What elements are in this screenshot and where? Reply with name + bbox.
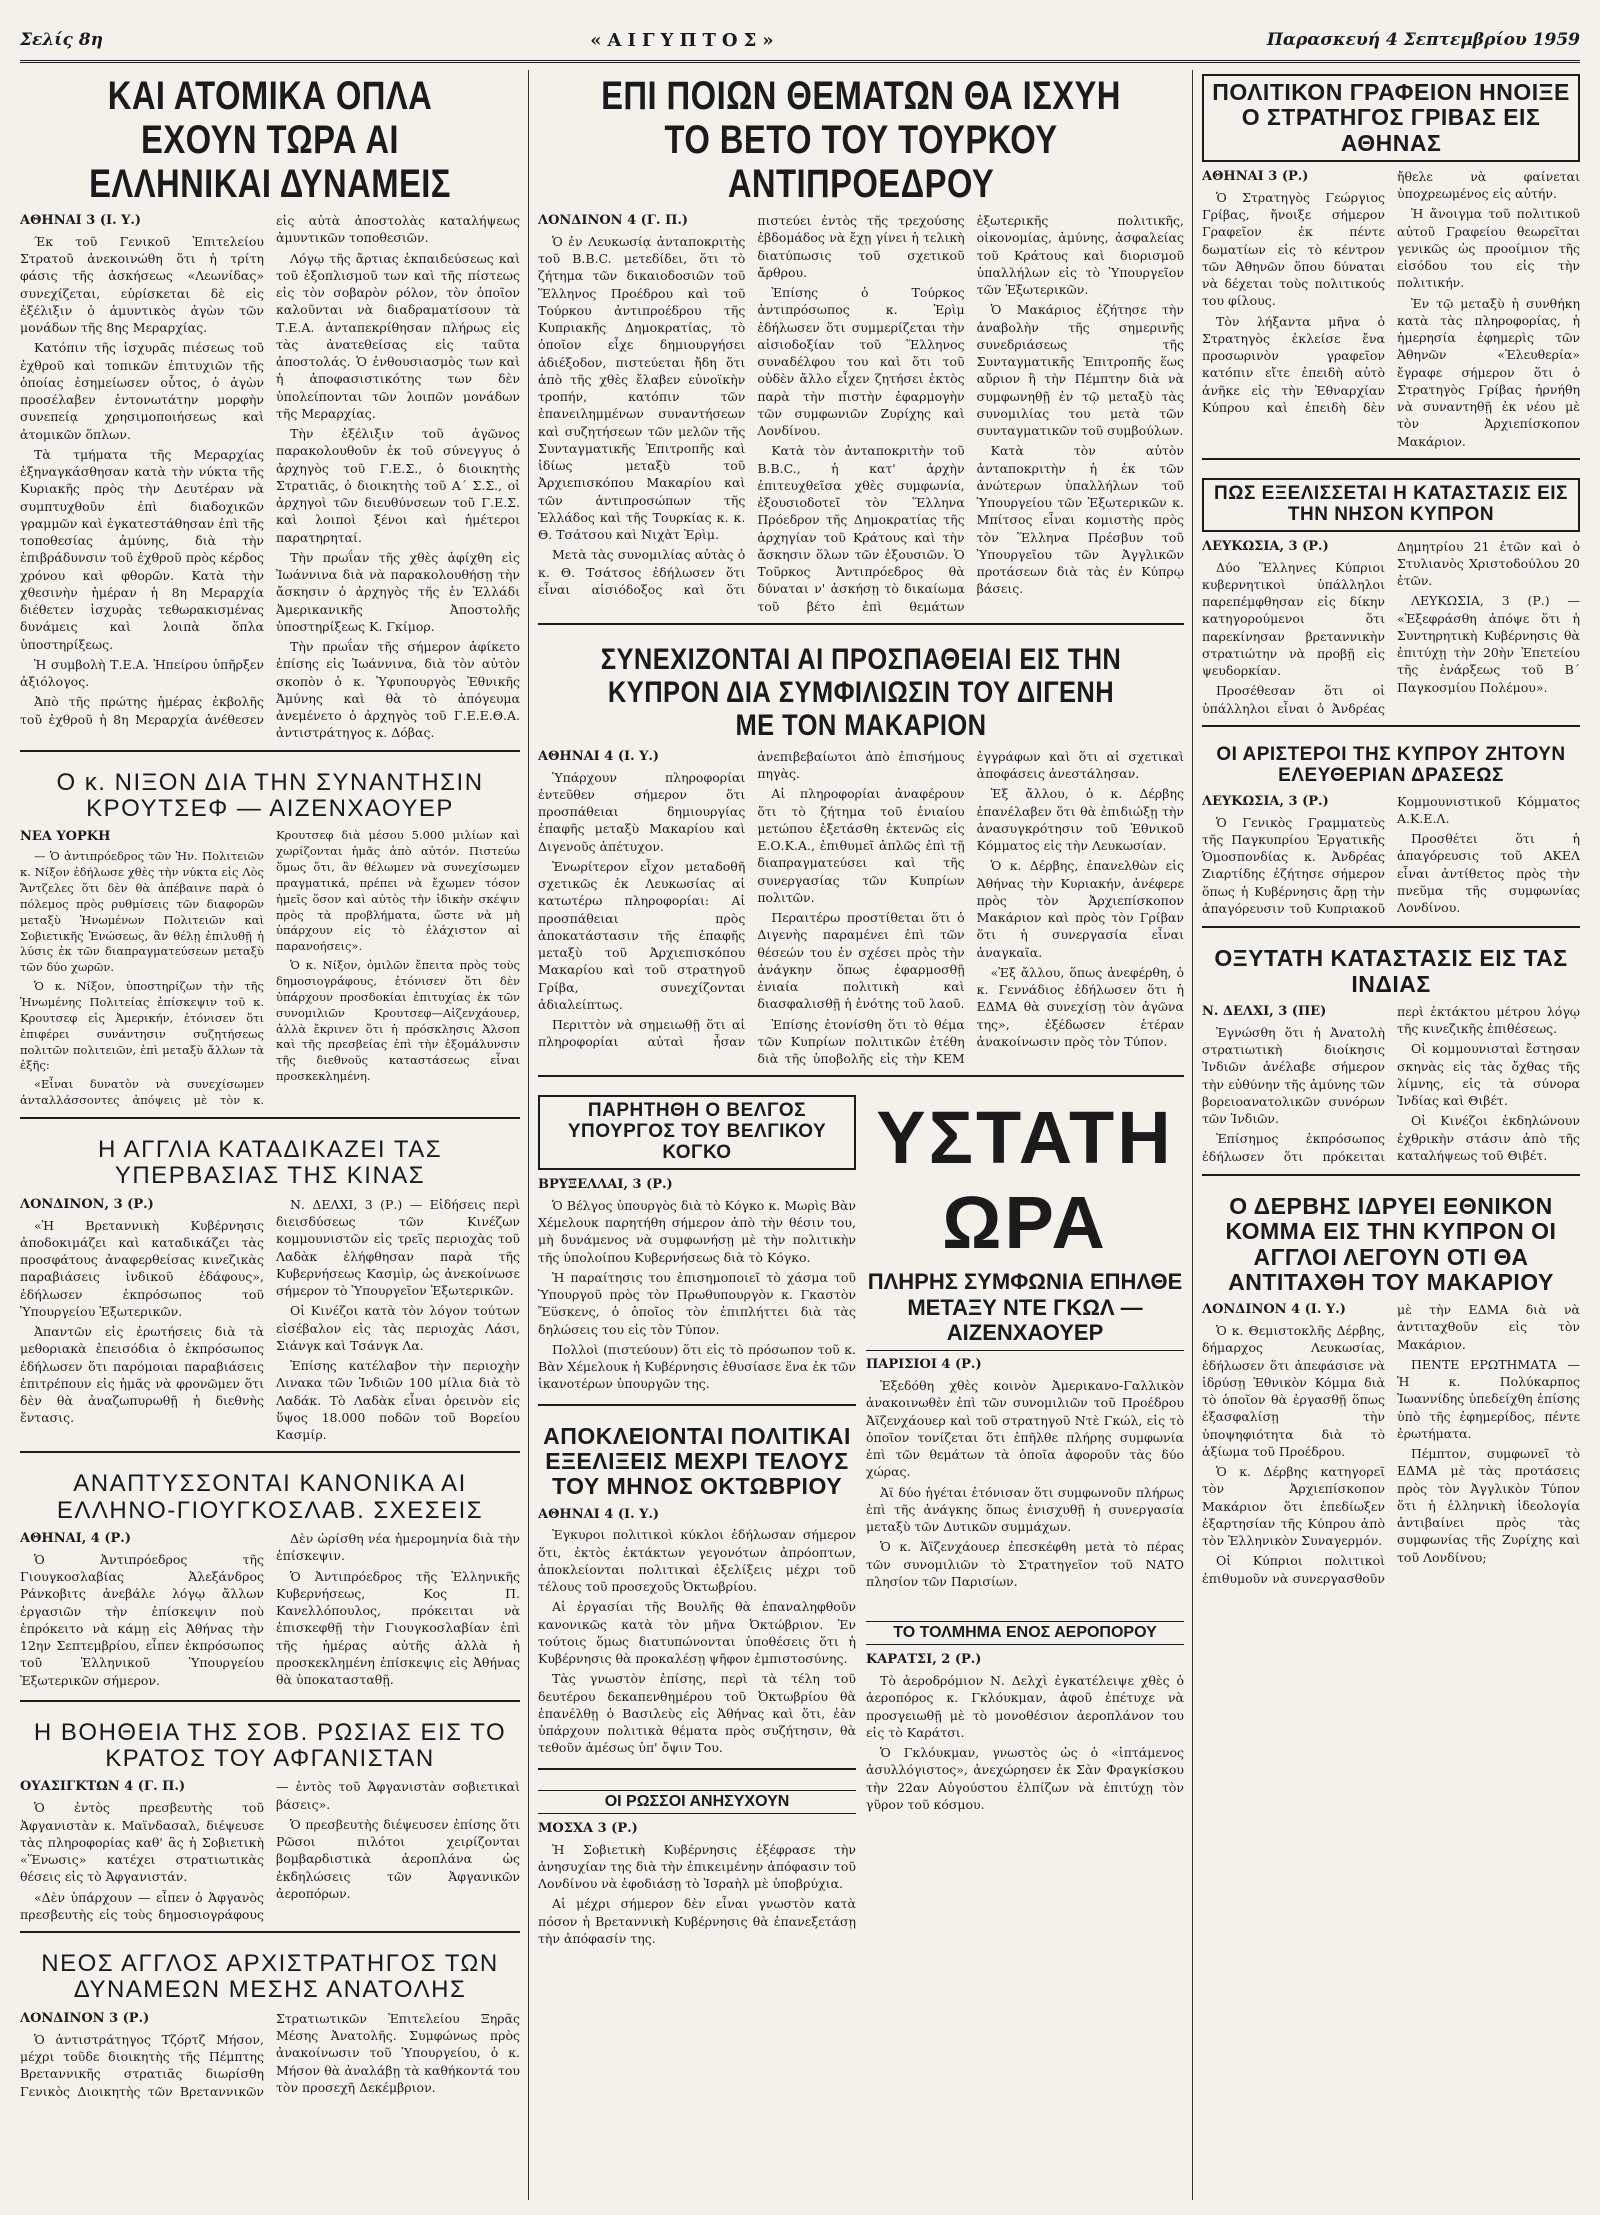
paragraph: Προσθέτει ὅτι ἡ ἀπαγόρευσις τοῦ ΑΚΕΛ εἶναι ἀντίθετος πρὸς τὴν πνεῦμα τῆς συμφωνίας Λονδίνου. (1397, 831, 1580, 916)
dateline: ΑΘΗΝΑΙ, 4 (Ρ.) (20, 1531, 131, 1547)
paragraph: Ὁ κ. Νίξον, ὁμιλῶν ἔπειτα πρὸς τοὺς δημοσιογράφους, ἐτόνισεν ὅτι δὲν ὑπάρχουν προσδοκίαι ἐπιτυχίας ἐκ τῶν συνομιλιῶν Κρουτσεφ—Αἰζενχάουερ, ἀλλὰ ἔκρινεν ὅτι ἡ πρόσκλησις Ἀλσοπ καὶ τῆς πρεσβείας ἐπὶ τὴν ἐξομάλυνσιν τῆς διεθνοῦς καταστάσεως εἶναι προσκεκλημένη. (276, 958, 520, 1084)
headline: ΟΞΥΤΑΤΗ ΚΑΤΑΣΤΑΣΙΣ ΕΙΣ ΤΑΣ ΙΝΔΙΑΣ (1214, 945, 1568, 997)
masthead (20, 20, 1580, 63)
article-body (20, 212, 520, 742)
headline: ΝΕΟΣ ΑΓΓΛΟΣ ΑΡΧΙΣΤΡΑΤΗΓΟΣ ΤΩΝ ΔΥΝΑΜΕΩΝ ΜΕΣΗΣ ΑΝΑΤΟΛΗΣ (41, 1950, 499, 2004)
paragraph: Οἱ κομμουνισταὶ ἔστησαν σκηνὰς εἰς τὰς ὄχθας τῆς λίμνης, εἰς τὰ σύνορα Ἰνδίας καὶ Θιβέτ. (1397, 1041, 1580, 1109)
article-body (20, 2010, 520, 2100)
center-lower-right (866, 1091, 1184, 1972)
paragraph: Ὁ ἐν Λευκωσίᾳ ἀνταποκριτὴς τοῦ B.B.C. μετεδίδει, ὅτι τὸ ζήτημα τῶν δικαιοδοσιῶν τοῦ Ἕλληνος Προέδρου καὶ τοῦ Τούρκου ἀντιπροέδρου τῆς Κυπριακῆς Δημοκρατίας, τὸ ὁποῖον εἶχε δημιουργήσει ἀδιέξοδον, πιστεύεται ἤδη ὅτι ἀπὸ τῆς χθὲς ἔλαβεν εὐνοϊκὴν τροπήν, κατόπιν τῶν ἐπανειλημμένων συναντήσεων καὶ συζητήσεων τῶν μελῶν τῆς Συνταγματικῆς Ἐπιτροπῆς καὶ ἰδίως μεταξὺ τοῦ Ἀρχιεπισκόπου Μακαρίου καὶ τῶν ἀντιπροσώπων τῆς Ἑλλάδος καὶ τῆς Τουρκίας κ. κ. Θ. Τσάτσου καὶ Νιχὰτ Ἐρὶμ. (538, 233, 746, 543)
article-body (538, 1176, 856, 1393)
article-reconciliation (538, 639, 1184, 1078)
article-body (538, 1820, 856, 1947)
paragraph: Ἡ Σοβιετικὴ Κυβέρνησις ἐξέφρασε τὴν ἀνησυχίαν της διὰ τὴν ἐπικειμένην ἀπόφασιν τοῦ Λονδίνου νὰ ἐφοδιάσῃ τὸ Ἰσραὴλ μὲ ὑποβρύχια. (538, 1841, 856, 1892)
paragraph: ΛΕΥΚΩΣΙΑ, 3 (Ρ.) — «Ἐξεφράσθη ἀπόψε ὅτι ἡ Συντηρητικὴ Κυβέρνησις θὰ ἐπιτύχῃ τὴν 20ὴν Ἐπετείου τῆς ἐνάρξεως τοῦ Β΄ Παγκοσμίου Πολέμου». (1397, 593, 1580, 695)
paragraph: Περιττὸν νὰ σημειωθῇ ὅτι αἱ πληροφορίαι αὐταὶ ἦσαν ἀνεπιβεβαίωτοι ἀπὸ ἐπισήμους πηγὰς. (538, 748, 965, 1050)
dateline: ΛΕΥΚΩΣΙΑ, 3 (Ρ.) (1202, 793, 1329, 809)
article-body (20, 828, 520, 1109)
headline: Ο κ. ΝΙΞΟΝ ΔΙΑ ΤΗΝ ΣΥΝΑΝΤΗΣΙΝ ΚΡΟΥΤΣΕΦ — ΑΙΖΕΝΧΑΟΥΕΡ (56, 768, 484, 822)
center-lower-left (538, 1091, 856, 1972)
paragraph: Ἐν τῷ μεταξὺ ἡ συνθήκη κατὰ τὰς πληροφορίας, ἡ ἡμερησία ἐφημερὶς τῶν Ἀθηνῶν «Ἐλευθερία» ἔγραφε σήμερον ὅτι ὁ Στρατηγὸς Γρίβας ἠρνήθη νὰ συναντηθῇ ἐκ νέου μὲ τὸν Ἀρχιεπίσκοπον Μακάριον. (1397, 295, 1580, 449)
paragraph: Τὴν πρωΐαν τῆς χθὲς ἀφίχθη εἰς Ἰωάννινα διὰ νὰ παρακολουθήσῃ τὴν ἄσκησιν ὁ ἀρχηγὸς τῆς ἐν Ἑλλάδι Ἀμερικανικῆς Ἀποστολῆς ὑποστηρίξεως Κ. Γκίμορ. (276, 549, 520, 634)
newspaper-name: «ΑΙΓΥΠΤΟΣ» (590, 29, 780, 51)
paragraph: Τὸν λήξαντα μῆνα ὁ Στρατηγὸς ἐκλείσε ἔνα προσωρινὸν γραφεῖον κατόπιν εἴτε ἐπειδὴ αὐτὸ ἀνῆκε εἰς τὴν Ἐθναρχίαν Κύπρου καὶ ἐπειδὴ δὲν ἤθελε νὰ φαίνεται ὑποχρεωμένος εἰς αὐτήν. (1202, 168, 1580, 415)
paragraph: Ἡ ἄνοιγμα τοῦ πολιτικοῦ αὐτοῦ Γραφείου θεωρεῖται γενικῶς ὡς προοίμιον τῆς εἰσόδου του εἰς τὴν πολιτικήν. (1397, 206, 1580, 291)
paragraph: Ὁ Βέλγος ὑπουργὸς διὰ τὸ Κόγκο κ. Μωρὶς Βὰν Χέμελουκ παρητήθη σήμερον ἀπὸ τὴν θέσιν του, μὴ δυνάμενος νὰ συμφωνήσῃ μὲ τὴν πολιτικὴν τῆς ὑπολοίπου Κυβερνήσεως διὰ τὸ Κόγκο. (538, 1197, 856, 1265)
paragraph: Αἱ μέχρι σήμερον δὲν εἶναι γνωστὸν κατὰ πόσον ἡ Βρεταννικὴ Κυβέρνησις θὰ ἐπανεξετάσῃ τὴν ἀπόφασίν της. (538, 1896, 856, 1946)
dateline: ΛΟΝΔΙΝΟΝ 3 (Ρ.) (20, 2010, 150, 2026)
paragraph: Ὁ ἐντὸς πρεσβευτὴς τοῦ Ἀφγανιστὰν κ. Μαϊνδασαλ, διέψευσε τὰς πληροφορίας καθ' ἃς ἡ Σοβιετικὴ «Ἕνωσις» κατέχει στρατιωτικὰς θέσεις εἰς τὸ Ἀφγανιστάν. (20, 1800, 264, 1885)
paragraph: «Ἡ Βρεταννικὴ Κυβέρνησις ἀποδοκιμάζει καὶ καταδικάζει τὰς προσφάτους ἀναφερθείσας κινεζικὰς παραβιάσεις ἰνδικοῦ ἐδάφους», ἐδήλωσεν ἐκπρόσωπος τοῦ Ὑπουργείου Ἐξωτερικῶν. (20, 1217, 264, 1319)
article-india (1202, 942, 1580, 1176)
dateline: ΟΥΑΣΙΓΚΤΩΝ 4 (Γ. Π.) (20, 1779, 186, 1795)
article-body (538, 212, 1184, 615)
article-soviet-afghanistan (20, 1716, 520, 1933)
dateline: ΑΘΗΝΑΙ 3 (Ι. Υ.) (20, 213, 142, 228)
headline: ΑΠΟΚΛΕΙΟΝΤΑΙ ΠΟΛΙΤΙΚΑΙ ΕΞΕΛΙΞΕΙΣ ΜΕΧΡΙ ΤΕΛΟΥΣ ΤΟΥ ΜΗΝΟΣ ΟΚΤΩΒΡΙΟΥ (543, 1422, 851, 1500)
article-body (20, 1778, 520, 1923)
paragraph: Τὰ τμήματα τῆς Μεραρχίας ἐξηναγκάσθησαν κατὰ τὴν νύκτα τῆς Κυριακῆς πρὸς τὴν Δευτέραν νὰ συμπτυχθοῦν ἐπὶ διαδοχικῶν γραμμῶν καὶ ἐγκατεστάθησαν ἐπὶ τῆς τοποθεσίας ἀμύνης, διὰ τὴν ἐπιβράδυνσιν τοῦ ἐχθροῦ πρὸς κέρδος χρόνου καὶ φθορῶν. Κατὰ τὴν χθεσινὴν ἡμέραν ἡ 8η Μεραρχία διέθετεν ἰσχυρὰς τεθωρακισμένας δυνάμεις καὶ λοιπὰ ὅπλα ὑποστηρίξεως. (20, 446, 264, 652)
paragraph: Ὁ Ἀντιπρόεδρος τῆς Ἑλληνικῆς Κυβερνήσεως, Κος Π. Κανελλόπουλος, πρόκειται νὰ ἐπισκεφθῇ τὴν Γιουγκοσλαβίαν ἐπὶ τῆς ἡμέρας αὐτῆς ἀλλὰ ἡ προσκεκλημένη ἐπίσκεψις εἰς Ἀθήνας θὰ ὑποκατασταθῇ. (276, 1568, 520, 1688)
headline: ΠΑΡΗΤΗΘΗ Ο ΒΕΛΓΟΣ ΥΠΟΥΡΓΟΣ ΤΟΥ ΒΕΛΓΙΚΟΥ ΚΟΓΚΟ (538, 1095, 856, 1170)
dateline: ΑΘΗΝΑΙ 4 (Ι. Υ.) (538, 1506, 660, 1522)
paragraph: Ἀϊ δύο ἡγέται ἐτόνισαν ὅτι συμφωνοῦν πλήρως ἐπὶ τῆς ἀνάγκης ὅπως ἐνισχυθῇ ἡ συνεργασία μεταξὺ τῶν Δυτικῶν συμμάχων. (866, 1484, 1184, 1535)
dateline: ΑΘΗΝΑΙ 4 (Ι. Υ.) (538, 748, 660, 764)
article-england-china (20, 1133, 520, 1453)
paragraph: Ὁ κ. Δέρβης κατηγορεῖ τὸν Ἀρχιεπίσκοπον Μακάριον ὅτι ἐπεδίωξεν ἐξαρτησίαν τῆς Κύπρου ἀπὸ τὸν Ἑλληνικὸν Συναγερμόν. (1202, 1464, 1385, 1549)
article-body (20, 1530, 520, 1692)
article-veto (538, 70, 1184, 625)
paragraph: — Ὁ ἀντιπρόεδρος τῶν Ἡν. Πολιτειῶν κ. Νίξον ἐδήλωσε χθὲς τὴν νύκτα εἰς Λὸς Ἄντζελες ὅτι δὲν θὰ ἀπέβαινε παρὰ ὁ πόλεμος πρὸς ρυθμίσεις τῶν διαφορῶν μεταξὺ Ἡνωμένων Πολιτειῶν καὶ Σοβιετικῆς Ἑνώσεως, ἂν θέλῃ ἐπιλυθῇ ἡ λύσις ἐκ τῶν διαπραγματεύσεων μεταξὺ τῶν δύο χωρῶν. (20, 849, 264, 975)
paragraph: Ἀπαντῶν εἰς ἐρωτήσεις διὰ τὰ μεθοριακὰ ἐπεισόδια ὁ ἐκπρόσωπος ἐδήλωσεν ὅτι παρόμοιαι παραβιάσεις ἐπιτρέπουν εἰς ἡμᾶς νὰ φρονῶμεν ὅτι δὲν θὰ ἀναζωπυρωθῇ ἡ διεθνὴς ἔντασις. (20, 1324, 264, 1426)
headline: ΚΑΙ ΑΤΟΜΙΚΑ ΟΠΛΑ ΕΧΟΥΝ ΤΩΡΑ ΑΙ ΕΛΛΗΝΙΚΑΙ ΔΥΝΑΜΕΙΣ (89, 74, 451, 206)
article-nixon (20, 766, 520, 1119)
paragraph: Ὁ Στρατηγὸς Γεώργιος Γρίβας, ἤνοιξε σήμερον Γραφεῖον ἐκ πέντε δωματίων εἰς τὸ κέντρον τῶν Ἀθηνῶν ὅπου δύναται νὰ δέχεται τοὺς πολιτικούς του φίλους. (1202, 189, 1385, 309)
dateline: ΑΘΗΝΑΙ 3 (Ρ.) (1202, 168, 1309, 184)
late-news-kicker: ΥΣΤΑΤΗ ΩΡΑ (876, 1096, 1174, 1265)
dateline: ΝΕΑ ΥΟΡΚΗ (20, 829, 111, 845)
paragraph: Ὁ Γενικὸς Γραμματεὺς τῆς Παγκυπρίου Ἐργατικῆς Ὁμοσπονδίας κ. Ἀνδρέας Ζιαρτίδης ἐζήτησε σήμερον ὅπως ἡ Κυβέρνησις ἄρῃ τὴν ἀπαγόρευσιν τοῦ Κυπριακοῦ Κομμουνιστικοῦ Κόμματος Α.Κ.Ε.Λ. (1202, 793, 1580, 916)
headline: ΣΥΝΕΧΙΖΟΝΤΑΙ ΑΙ ΠΡΟΣΠΑΘΕΙΑΙ ΕΙΣ ΤΗΝ ΚΥΠΡΟΝ ΔΙΑ ΣΥΜΦΙΛΙΩΣΙΝ ΤΟΥ ΔΙΓΕΝΗ ΜΕ ΤΟΝ ΜΑΚΑΡΙΟΝ (600, 642, 1122, 742)
paragraph: Ἐγνώσθη ὅτι ἡ Ἀνατολὴ στρατιωτικὴ διοίκησις Ἰνδιῶν ἀνέλαβε σήμερον τὴν εὐθύνην τῆς ἀμύνης τῶν βορειοανατολικῶν συνόρων τῶν Ἰνδιῶν. (1202, 1024, 1385, 1127)
paragraph: «Δὲν ὑπάρχουν — εἶπεν ὁ Ἀφγανὸς πρεσβευτὴς εἰς τοὺς δημοσιογράφους — ἐντὸς τοῦ Ἀφγανιστὰν σοβιετικαὶ βάσεις». (20, 1779, 520, 1922)
paragraph: Κατὰ τὸν ἀνταποκριτὴν τοῦ B.B.C., ἡ κατ' ἀρχὴν ἐπιτευχθεῖσα χθὲς συμφωνία, ἐξουσιοδοτεῖ τὸν Ἕλληνα Πρόεδρον τῆς Δημοκρατίας τῆς ἀρχηγίαν τοῦ Κράτους καὶ τὴν ἄσκησιν ὅλων τῶν ἐξουσιῶν. Ὁ Τοῦρκος Ἀντιπρόεδρος θὰ δύναται ν' ἀσκήσῃ τὸ δικαίωμα τοῦ βέτο ἐπὶ θεμάτων ἐξωτερικῆς πολιτικῆς, οἰκονομίας, ἀμύνης, ἀσφαλείας τοῦ Κράτους καὶ διορισμοῦ ὑπαλλήλων εἰς τὸ Ὑπουργεῖον τῶν Ἐξωτερικῶν. (757, 213, 1184, 614)
paragraph: Περαιτέρω προστίθεται ὅτι ὁ Διγενὴς παραμένει ἐπὶ τῶν θέσεών του ἐν σχέσει πρὸς τὴν ἀνάγκην ὅπως ἐφαρμοσθῇ ἑνιαία πολιτικὴ καὶ διασφαλισθῇ ἡ ἑνότης τοῦ λαοῦ. (757, 910, 965, 1012)
article-body (1202, 538, 1580, 717)
headline: Ο ΔΕΡΒΗΣ ΙΔΡΥΕΙ ΕΘΝΙΚΟΝ ΚΟΜΜΑ ΕΙΣ ΤΗΝ ΚΥΠΡΟΝ ΟΙ ΑΓΓΛΟΙ ΛΕΓΟΥΝ ΟΤΙ ΘΑ ΑΝΤΙΤΑΧΘΗ ΤΟΥ ΜΑΚΑΡΙΟΥ (1225, 1192, 1557, 1295)
dateline: ΛΟΝΔΙΝΟΝ 4 (Ι. Υ.) (1202, 1302, 1346, 1318)
headline: Η ΑΓΓΛΙΑ ΚΑΤΑΔΙΚΑΖΕΙ ΤΑΣ ΥΠΕΡΒΑΣΙΑΣ ΤΗΣ ΚΙΝΑΣ (97, 1135, 443, 1190)
article-greek-yugoslav (20, 1467, 520, 1701)
article-body (538, 748, 1184, 1068)
paragraph: Ἐπίσης ἐτονίσθη ὅτι τὸ θέμα τῶν Κυπρίων πολιτικῶν ἐτέθη διὰ τῆς ὑποβολῆς εἰς τὴν ΚΕΜ ἐγγράφων καὶ ὅτι αἱ σχετικαὶ ἀποφάσεις ἀνεστάλησαν. (757, 748, 1184, 1066)
article-body (1202, 1003, 1580, 1166)
headline: ΠΟΛΙΤΙΚΟΝ ΓΡΑΦΕΙΟΝ ΗΝΟΙΞΕ Ο ΣΤΡΑΤΗΓΟΣ ΓΡΙΒΑΣ ΕΙΣ ΑΘΗΝΑΣ (1202, 74, 1580, 162)
paragraph: Ὑπάρχουν πληροφορίαι ἐντεῦθεν σήμερον ὅτι προσπάθειαι δημιουργίας ἐπαφῆς μεταξὺ Μακαρίου καὶ Διγενοῦς ἀπέτυχον. (538, 769, 746, 854)
paragraph: Ὁ Ἀντιπρόεδρος τῆς Γιουγκοσλαβίας Ἀλεξάνδρος Ράνκοβιτς ἀνεβάλε λόγῳ ἄλλων ἐργασιῶν τὴν ἐπίσκεψιν ποὺ ἐπρόκειτο νὰ κάμῃ εἰς Ἀθήνας τὴν 12ην Σεπτεμβρίου, εἶπεν ἐκπρόσωπος τοῦ Ἑλληνικοῦ Ὑπουργείου Ἐξωτερικῶν σήμερον. (20, 1551, 264, 1688)
paragraph: Τὸ ἀεροδρόμιον Ν. Δελχὶ ἐγκατέλειψε χθὲς ὁ ἀεροπόρος κ. Γκλόυκμαν, ἀφοῦ ἐπέτυχε νὰ προσγειωθῇ μὲ τὸ μονοθέσιον ἀεροπλάνον του εἰς τὸ Καράτσι. (866, 1673, 1184, 1740)
paragraph: Ὁ κ. Δέρβης, ἐπανελθὼν εἰς Ἀθήνας τὴν Κυριακήν, ἀνέφερε πρὸς τὸν Ἀρχιεπίσκοπον Μακάριον καὶ πρὸς τὸν Γρίβαν ὅτι ἡ συνεργασία εἶναι ἀναγκαῖα. (976, 858, 1184, 960)
paragraph: Αἱ πληροφορίαι ἀναφέρουν ὅτι τὸ ζήτημα τοῦ ἑνιαίου μετώπου ἐξετάσθη ἐκτενῶς εἰς Ε.Ο.Κ.Α., ἐπιθυμεῖ ἁπλῶς ἐπὶ τῇ διαπραγματεύσει καὶ τῆς συνεργασίας τῶν Κυπρίων πολιτῶν. (757, 786, 965, 905)
paragraph: Κατόπιν τῆς ἰσχυρᾶς πιέσεως τοῦ ἐχθροῦ καὶ τοπικῶν ἐπιτυχιῶν τῆς ὁποίας ἐσημείωσεν οὗτος, ὁ ἀγὼν προσέλαβεν ἐντονωτάτην μορφὴν συνεπείᾳ χρησιμοποιήσεως καὶ ἀτομικῶν ὅπλων. (20, 340, 264, 442)
article-dervis-party (1202, 1190, 1580, 1595)
paragraph: Κατὰ τὸν αὐτὸν ἀνταποκριτὴν ἡ ἐκ τῶν ἀνώτερων ὑπαλλήλων τοῦ Ὑπουργείου τῶν Ἐξωτερικῶν κ. Μπίτσος εἶναι κομιστὴς πρὸς τὸν Ἕλληνα Πρέσβυν τοῦ Ὑπουργεῖου τῶν Ἀγγλικῶν προτάσεων διὰ τὰς ἐν Κύπρῳ βάσεις. (976, 443, 1184, 597)
article-russians-worry (538, 1784, 856, 1958)
paragraph: Ἐξεδόθη χθὲς κοινὸν Ἀμερικανο-Γαλλικὸν ἀνακοινωθὲν ἐπὶ τῶν συνομιλιῶν τοῦ Προέδρου Ἀϊζενχάουερ καὶ τοῦ στρατηγοῦ Ντὲ Γκώλ, εἰς τὸ ὁποῖον τονίζεται ὅτι ἐπῆλθε πλήρης συμφωνία ἐπὶ τῶν θεμάτων τὰ ὁποῖα ἀφοροῦν τὰς δύο χώρας. (866, 1378, 1184, 1480)
paragraph: Ν. ΔΕΛΧΙ, 3 (Ρ.) — Εἰδήσεις περὶ διεισδύσεως τῶν Κινέζων κομμουνιστῶν εἰς τρεῖς περιοχὰς τοῦ Λαδὰκ ἐλήφθησαν παρὰ τῆς Κυβερνήσεως Κασμὶρ, ὡς ἀνεκοίνωσε σήμερον τὸ Ὑπουργεῖον Ἐξωτερικῶν. (276, 1196, 520, 1298)
dateline: ΠΑΡΙΣΙΟΙ 4 (Ρ.) (866, 1357, 982, 1373)
paragraph: «Ἐξ ἄλλου, ὅπως ἀνεφέρθη, ὁ κ. Γεννάδιος ἐδήλωσεν ὅτι ἡ ΕΔΜΑ θὰ συνεχίσῃ τὸν ἀγῶνα της», ἐξέδωσεν ἑτέραν ἀνακοίνωσιν πρὸς τὸν Τύπον. (976, 964, 1184, 1049)
article-aviator (866, 1615, 1184, 1824)
paragraph: Ἐξ ἄλλου, ὁ κ. Δέρβης ἐπανέλαβεν ὅτι θὰ ἐπιδιώξῃ τὴν ἀνασυγκρότησιν τοῦ Ἐθνικοῦ Κόμματος εἰς τὴν Λευκωσίαν. (976, 786, 1184, 853)
article-cyprus-left (1202, 741, 1580, 928)
article-political-developments (538, 1420, 856, 1770)
paragraph: Ἐνωρίτερον εἶχον μεταδοθῆ σχετικῶς ἐκ Λευκωσίας αἱ κατωτέρω πληροφορίαι: Αἱ προσπάθειαι πρὸς ἀποκατάστασιν τῆς ἐπαφῆς μεταξὺ τοῦ Ἀρχιεπισκόπου Μακαρίου καὶ τοῦ στρατηγοῦ Γρίβα, συνεχίζονται ἀδιαλείπτως. (538, 858, 746, 1012)
issue-date: Παρασκευή 4 Σεπτεμβρίου 1959 (1266, 30, 1580, 50)
divider (866, 1350, 1184, 1351)
dateline: ΚΑΡΑΤΣΙ, 2 (Ρ.) (866, 1652, 982, 1668)
article-belgian-minister (538, 1091, 856, 1405)
dateline: ΛΟΝΔΙΝΟΝ 4 (Γ. Π.) (538, 213, 689, 228)
article-grivas-office (1202, 70, 1580, 460)
left-column (20, 70, 529, 2200)
article-body (538, 1506, 856, 1757)
article-body (20, 1196, 520, 1444)
paragraph: Μετὰ τὰς συνομιλίας αὐτὰς ὁ κ. Θ. Τσάτσος ἐδήλωσεν ὅτι εἶναι αἰσιόδοξος καὶ ὅτι πιστεύει ἐντὸς τῆς τρεχούσης ἑβδομάδος νὰ ἔχῃ γίνει ἡ τελικὴ διατύπωσις τοῦ σχετικοῦ ἄρθρου. (538, 213, 965, 597)
headline: ΤΟ ΤΟΛΜΗΜΑ ΕΝΟΣ ΑΕΡΟΠΟΡΟΥ (866, 1621, 1184, 1645)
paragraph: Ὁ Μακάριος ἐζήτησε τὴν ἀναβολὴν τῆς σημερινῆς συνεδριάσεως τῆς Συνταγματικῆς Ἐπιτροπῆς ἕως αὔριον ἢ τὴν Πέμπτην διὰ νὰ συμφωνηθῇ ἐν τῷ μεταξὺ τὰς συνομιλίας του μετὰ τῶν συνταγματικῶν τοῦ συμβούλων. (976, 302, 1184, 438)
article-body (866, 1356, 1184, 1590)
paragraph: Ὁ κ. Νίξον, ὑποστηρίζων τὴν τῆς Ἡνωμένης Πολιτείας ἐπίσκεψιν τοῦ κ. Κρουτσεφ εἰς Ἀμερικήν, ἐτόνισεν ὅτι ἐπιφέρει συνάντησιν συζητήσεως πολιτῶν πολιτειῶν, ἐπὶ μεταξὺ ἄλλων τὰ ἑξῆς: (20, 979, 264, 1073)
headline: ΟΙ ΡΩΣΣΟΙ ΑΝΗΣΥΧΟΥΝ (538, 1790, 856, 1814)
article-cyprus-situation (1202, 474, 1580, 727)
page-number: Σελίς 8η (20, 30, 103, 50)
paragraph: Ἐπίσης ὁ Τούρκος ἀντιπρόσωπος κ. Ἐρὶμ ἐδήλωσεν ὅτι συμμερίζεται τὴν αἰσιοδοξίαν τοῦ Ἕλληνος συναδέλφου του καὶ ὅτι τοῦ οὐδὲν ἄλλο εἶχεν ζητήσει ἐκτὸς παρὰ τὴν πιστὴν ἐφαρμογὴν τῶν συμφωνιῶν Ζυρίχης καὶ Λονδίνου. (757, 285, 965, 438)
paragraph: Ὁ πρεσβευτὴς διέψευσεν ἐπίσης ὅτι Ρῶσοι πιλότοι χειρίζονται βομβαρδιστικὰ ἀεροπλάνα ὡς ἐκδηλώσεις τῶν Ἀφγανικῶν ἀεροπόρων. (276, 1816, 520, 1901)
paragraph: Ἐπίσης κατέλαβον τὴν περιοχὴν Λινακα τῶν Ἰνδιῶν 100 μίλια διὰ τὸ Λαδάκ. Τὸ Λαδὰκ εἶναι ὁρεινὸν εἰς ὕψος 18.000 ποδῶν τοῦ Βορείου Κασμίρ. (276, 1358, 520, 1442)
paragraph: Οἱ Κινέζοι ἐκδηλώνουν ἐχθρικὴν στάσιν ἀπὸ τῆς καταλήψεως τοῦ Θιβέτ. (1397, 1113, 1580, 1163)
paragraph: Ὁ ἀντιστράτηγος Τζόρτζ Μήσον, μέχρι τοῦδε διοικητὴς τῆς Πέμπτης Βρεταννικῆς στρατιᾶς διωρίσθη Γενικὸς Διοικητὴς τῶν Βρεταννικῶν Στρατιωτικῶν Ἐπιτελείου Ξηρᾶς Μέσης Ἀνατολῆς. Συμφώνως πρὸς ἀνακοίνωσιν τοῦ Ὑπουργείου, ὁ κ. Μήσον θὰ ἀναλάβῃ τὰ καθήκοντά του τὸν προσεχῆ Δεκέμβριον. (20, 2010, 520, 2099)
headline: ΠΩΣ ΕΞΕΛΙΣΣΕΤΑΙ Η ΚΑΤΑΣΤΑΣΙΣ ΕΙΣ ΤΗΝ ΝΗΣΟΝ ΚΥΠΡΟΝ (1202, 478, 1580, 532)
paragraph: Πέμπτον, συμφωνεῖ τὸ ΕΔΜΑ μὲ τὰς προτάσεις πρὸς τὸν Ἀγγλικὸν Τύπον ὅτι ἡ ἑλληνικὴ ἰδεολογία ἀντιβαίνει πρὸς τὰς συμφωνίας τῆς Ζυρίχης καὶ τοῦ Λονδίνου; (1397, 1446, 1580, 1565)
paragraph: Αἱ ἐργασίαι τῆς Βουλῆς θὰ ἐπαναληφθοῦν κανονικῶς κατὰ τὸν μῆνα Ὀκτώβριον. Ἐν τούτοις ὅμως διατυπώνονται ὑποθέσεις ὅτι ἡ Κυβέρνησις θὰ προκαλέσῃ ψῆφον ἐμπιστοσύνης. (538, 1599, 856, 1667)
dateline: ΛΟΝΔΙΝΟΝ, 3 (Ρ.) (20, 1196, 154, 1212)
paragraph: Ἐπίσημος ἐκπρόσωπος ἐδήλωσεν ὅτι πρόκειται περὶ ἐκτάκτου μέτρου λόγῳ τῆς κινεζικῆς ἐπιθέσεως. (1202, 1003, 1580, 1164)
article-body (1202, 168, 1580, 450)
article-late-news (866, 1091, 1184, 1601)
headline: Η ΒΟΗΘΕΙΑ ΤΗΣ ΣΟΒ. ΡΩΣΙΑΣ ΕΙΣ ΤΟ ΚΡΑΤΟΣ ΤΟΥ ΑΦΓΑΝΙΣΤΑΝ (33, 1718, 507, 1773)
paragraph: Οἱ Κινέζοι κατὰ τὸν λόγον τούτων εἰσέβαλον εἰς τὰς περιοχὰς Λάσι, Σιάνγκ καὶ Τσάνγκ Λα. (276, 1303, 520, 1353)
article-atomic-weapons (20, 70, 520, 752)
paragraph: Ὁ κ. Θεμιστοκλῆς Δέρβης, δήμαρχος Λευκωσίας, ἐδήλωσεν ὅτι ἀπεφάσισε νὰ ἱδρύσῃ Ἐθνικὸν Κόμμα διὰ τὸ ὁποῖον θὰ ἐργασθῇ ὅπως ἐξασφαλίσῃ τὴν ὑποψηφιότητα διὰ τὸ ἀξίωμα τοῦ Προέδρου. (1202, 1323, 1385, 1459)
dateline: ΒΡΥΞΕΛΛΑΙ, 3 (Ρ.) (538, 1176, 673, 1192)
paragraph: Ἀπὸ τῆς πρώτης ἡμέρας ἐκβολῆς τοῦ ἐχθροῦ ἡ 8η Μεραρχία ἀνέθεσεν εἰς αὐτὰ ἀποστολὰς καταλήψεως ἀμυντικῶν τοποθεσιῶν. (20, 213, 520, 727)
article-body (1202, 1301, 1580, 1587)
article-body (1202, 793, 1580, 919)
paragraph: Ὁ Γκλόυκμαν, γνωστὸς ὡς ὁ «ἱπτάμενος ἀσυλλόγιστος», ἀνεχώρησεν ἐκ Σὰν Φραγκίσκου τὴν 22αν Αὐγούστου ἐλπίζων νὰ ἐπιτύχῃ τὸν γῦρον τοῦ κόσμου. (866, 1745, 1184, 1812)
paragraph: Δὲν ὡρίσθη νέα ἡμερομηνία διὰ τὴν ἐπίσκεψιν. (276, 1531, 520, 1564)
paragraph: Ἡ παραίτησις του ἐπισημοποιεῖ τὸ χάσμα τοῦ Ὑπουργοῦ πρὸς τὸν Πρωθυπουργὸν κ. Γκαστὸν Ἔϋσκενς, ὁ ὁποῖος τὸν ἐπιπλήττει διὰ τὰς δηλώσεις του εἰς τὸν Τύπον. (538, 1269, 856, 1337)
dateline: ΜΟΣΧΑ 3 (Ρ.) (538, 1820, 638, 1836)
headline: ΕΠΙ ΠΟΙΩΝ ΘΕΜΑΤΩΝ ΘΑ ΙΣΧΥΗ ΤΟ ΒΕΤΟ ΤΟΥ ΤΟΥΡΚΟΥ ΑΝΤΙΠΡΟΕΔΡΟΥ (601, 74, 1121, 206)
paragraph: Λόγῳ τῆς ἄρτιας ἐκπαιδεύσεως καὶ τοῦ ἐξοπλισμοῦ των καὶ τῆς πίστεως εἰς τὸν σοβαρὸν ρόλον, τὸν ὁποῖον καλοῦνται νὰ διαδραματίσουν τὰ Τ.Ε.Α. ἀνταπεκρίθησαν πλήρως εἰς τὰς ἀνατεθείσας εἰς ταῦτα ἀποστολάς. Ὁ ἐνθουσιασμὸς των καὶ ἡ ἀποφασιστικότης των δὲν ὑπολείπονται τῶν λοιπῶν μονάδων τῆς Μεραρχίας. (276, 250, 520, 421)
article-body (866, 1651, 1184, 1813)
paragraph: Τὴν ἐξέλιξιν τοῦ ἀγῶνος παρακολουθοῦν ἐκ τοῦ σύνεγγυς ὁ ἀρχηγὸς τοῦ Γ.Ε.Σ., ὁ διοικητὴς Στρατιᾶς, ὁ διοικητὴς τοῦ Α΄ Σ.Σ., οἱ ἀρχηγοὶ τῶν διευθύνσεων τοῦ Γ.Ε.Σ. καὶ λοιποὶ ξένοι καὶ ἡμέτεροι παρατηρηταί. (276, 426, 520, 545)
paragraph: Δύο Ἕλληνες Κύπριοι κυβερνητικοὶ ὑπάλληλοι παρεπέμφθησαν εἰς δίκην κατηγορούμενοι ὅτι παρεκίνησαν βρεταννικὴν στρατιώτην νὰ προβῇ εἰς ψευδορκίαν. (1202, 559, 1385, 679)
paragraph: ΠΕΝΤΕ ΕΡΩΤΗΜΑΤΑ — Ἡ κ. Πολύκαρπος Ἰωαννίδης ὑπεδείχθη ἐπίσης ὑπὸ τῆς ἐφημερίδος, πέντε ἐρωτήματα. (1397, 1356, 1580, 1441)
paragraph: «Εἶναι δυνατὸν νὰ συνεχίσωμεν ἀνταλλάσσοντες ἀπόψεις μὲ τὸν κ. Κρουτσεφ διὰ μέσου 5.000 μιλίων καὶ χωρίζονται ἡμᾶς ἀπὸ αὐτόν. Πιστεύω ὅμως ὅτι, ἂν θέλωμεν νὰ συνεχίσωμεν πραγματικά, πρέπει νὰ ἔχωμεν τόσον ἡμεῖς ὅσον καὶ αὐτὸς τὴν ἰδικὴν σκέψιν πρὸς τὰ προβλήματα, ὥστε νὰ μὴ ὑπάρχουν εἰς τὸ ἐλάχιστον αἱ παρανοήσεις». (20, 828, 520, 1108)
dateline: ΛΕΥΚΩΣΙΑ, 3 (Ρ.) (1202, 538, 1329, 554)
dateline: Ν. ΔΕΛΧΙ, 3 (ΠΕ) (1202, 1003, 1327, 1019)
right-column (1202, 70, 1580, 2200)
headline: ΟΙ ΑΡΙΣΤΕΡΟΙ ΤΗΣ ΚΥΠΡΟΥ ΖΗΤΟΥΝ ΕΛΕΥΘΕΡΙΑΝ ΔΡΑΣΕΩΣ (1216, 743, 1566, 786)
paragraph: Έκ τοῦ Γενικοῦ Ἐπιτελείου Στρατοῦ ἀνεκοινώθη ὅτι ἡ τρίτη φάσις τῆς ἀσκήσεως «Λεωνίδας» συνεχίζεται, εὑρίσκεται δὲ εἰς ἐξέλιξιν ὁ ἀμυντικὸς ἀγὼν τῶν μονάδων τῆς 8ης Μεραρχίας. (20, 233, 264, 336)
paragraph: Πολλοὶ (πιστεύουν) ὅτι εἰς τὸ πρόσωπον τοῦ κ. Βὰν Χέμελουκ ἡ Κυβέρνησις ἐθυσίασε ἕνα ἐκ τῶν ἱκανοτέρων ὑπουργῶν της. (538, 1341, 856, 1392)
paragraph: Ὁ κ. Ἀϊζενχάουερ ἐπεσκέφθη μετὰ τὸ πέρας τῶν συνομιλιῶν τὸ Στρατηγεῖον τοῦ ΝΑΤΟ πλησίον τῶν Παρισίων. (866, 1539, 1184, 1589)
headline: ΑΝΑΠΤΥΣΣΟΝΤΑΙ ΚΑΝΟΝΙΚΑ ΑΙ ΕΛΛΗΝΟ-ΓΙΟΥΓΚΟΣΛΑΒ. ΣΧΕΣΕΙΣ (56, 1470, 484, 1524)
paragraph: Οἱ Κύπριοι πολιτικοὶ ἐπιθυμοῦν νὰ συνεργασθοῦν μὲ τὴν ΕΔΜΑ διὰ νὰ ἀντιταχθοῦν εἰς τὸν Μακάριον. (1202, 1302, 1580, 1586)
center-lower (538, 1091, 1184, 1972)
paragraph: Τὴν πρωΐαν τῆς σήμερον ἀφίκετο ἐπίσης εἰς Ἰωάννινα, διὰ τὸν αὐτὸν σκοπὸν ὁ κ. Ὑφυπουργὸς Ἐθνικῆς Ἀμύνης καὶ θὰ τὸ ἀπόγευμα ἀνεμένετο ὁ ἀρχηγὸς τοῦ Γ.Ε.Ε.Θ.Α. ἀντιστράτηγος κ. Δόβας. (276, 639, 520, 741)
paragraph: Προσέθεσαν ὅτι οἱ ὑπάλληλοι εἶναι ὁ Ἀνδρέας Δημητρίου 21 ἐτῶν καὶ ὁ Στυλιανὸς Χριστοδούλου 20 ἐτῶν. (1202, 538, 1580, 716)
center-column (538, 70, 1193, 2200)
headline: ΠΛΗΡΗΣ ΣΥΜΦΩΝΙΑ ΕΠΗΛΘΕ ΜΕΤΑΞΥ ΝΤΕ ΓΚΩΛ — ΑΙΖΕΝΧΑΟΥΕΡ (867, 1269, 1183, 1345)
article-new-commander (20, 1947, 520, 2108)
paragraph: Ἡ συμβολὴ Τ.Ε.Α. Ἠπείρου ὑπῆρξεν ἀξιόλογος. (20, 656, 264, 690)
paragraph: Τὰς γνωστὸν ἐπίσης, περὶ τὰ τέλη τοῦ δευτέρου δεκαπενθημέρου τοῦ Ὀκτωβρίου θὰ ἐπανέλθῃ ὁ Βασιλεὺς εἰς Ἀθήνας καὶ ὅτι, ἐὰν ὑπάρχουν πολιτικὰ θέματα πρὸς συζήτησιν, θὰ τεθοῦν ἀμέσως ὑπ' ὄψιν Του. (538, 1671, 856, 1756)
paragraph: Ἐγκυροι πολιτικοὶ κύκλοι ἐδήλωσαν σήμερον ὅτι, ἐκτὸς ἐκτάκτων γεγονότων ἀπρόοπτων, ἀποκλείονται πολιτικαὶ ἐξελίξεις μέχρι τοῦ τέλους τοῦ προσεχοῦς Ὀκτωβρίου. (538, 1527, 856, 1595)
